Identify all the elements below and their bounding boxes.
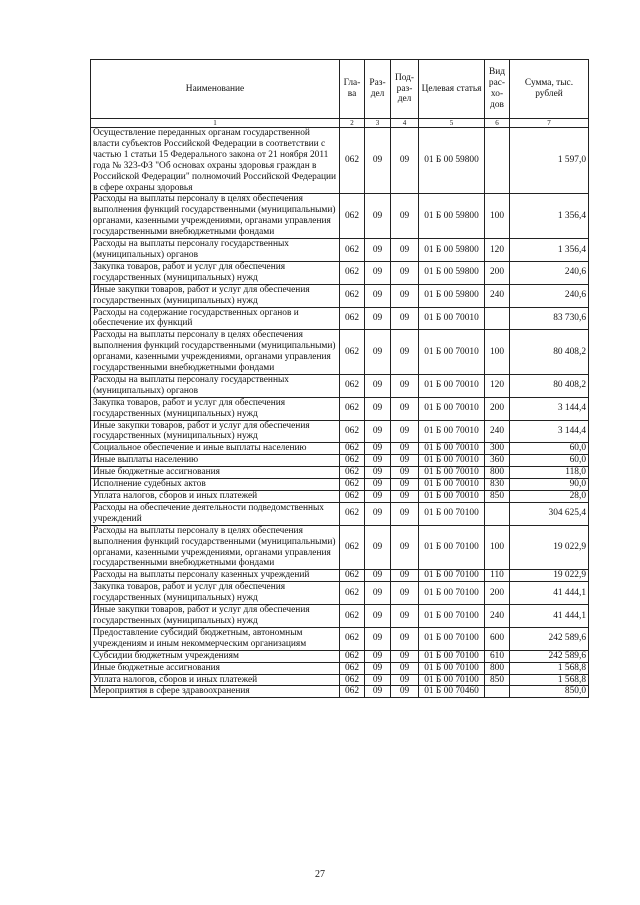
row-article: 01 Б 00 70010: [419, 443, 485, 455]
row-vid: 120: [485, 374, 510, 397]
row-vid: 850: [485, 491, 510, 503]
row-razdel: 09: [365, 650, 391, 662]
row-vid: 200: [485, 397, 510, 420]
table-row: [91, 491, 589, 503]
row-vid: 120: [485, 239, 510, 262]
row-sum: 3 144,4: [510, 420, 589, 443]
row-name: Расходы на выплаты персоналу в целях обеспечения выполнения функций государственными (муниципальными) органами, казенными учреждениями, органами управления государственными внебюджетными фондами: [91, 525, 340, 570]
row-article: 01 Б 00 70100: [419, 570, 485, 582]
row-article: 01 Б 00 70010: [419, 479, 485, 491]
column-number: 2: [340, 119, 365, 128]
row-name: Субсидии бюджетным учреждениям: [91, 650, 340, 662]
row-vid: 850: [485, 674, 510, 686]
row-sum: 41 444,1: [510, 582, 589, 605]
row-article: 01 Б 00 70460: [419, 686, 485, 698]
row-glava: 062: [340, 525, 365, 570]
row-name: Расходы на выплаты персоналу государственных (муниципальных) органов: [91, 374, 340, 397]
table-row: [91, 650, 589, 662]
row-glava: 062: [340, 650, 365, 662]
row-sum: 242 589,6: [510, 627, 589, 650]
row-name: Расходы на содержание государственных органов и обеспечение их функций: [91, 307, 340, 330]
header-row: [91, 60, 589, 119]
header-glava: Гла-ва: [340, 60, 365, 119]
row-name: Закупка товаров, работ и услуг для обеспечения государственных (муниципальных) нужд: [91, 582, 340, 605]
row-razdel: 09: [365, 605, 391, 628]
row-podrazdel: 09: [391, 502, 419, 525]
row-article: 01 Б 00 59800: [419, 194, 485, 239]
row-razdel: 09: [365, 420, 391, 443]
row-name: Иные закупки товаров, работ и услуг для обеспечения государственных (муниципальных) нужд: [91, 420, 340, 443]
table-row: [91, 479, 589, 491]
row-sum: 28,0: [510, 491, 589, 503]
row-article: 01 Б 00 70010: [419, 467, 485, 479]
row-sum: 1 568,8: [510, 662, 589, 674]
table-row: [91, 374, 589, 397]
row-glava: 062: [340, 194, 365, 239]
row-podrazdel: 09: [391, 627, 419, 650]
table-body: [91, 128, 589, 698]
row-sum: 118,0: [510, 467, 589, 479]
row-vid: 800: [485, 467, 510, 479]
row-glava: 062: [340, 239, 365, 262]
table-row: [91, 284, 589, 307]
row-sum: 3 144,4: [510, 397, 589, 420]
row-sum: 90,0: [510, 479, 589, 491]
row-razdel: 09: [365, 674, 391, 686]
row-razdel: 09: [365, 570, 391, 582]
table-row: [91, 627, 589, 650]
row-article: 01 Б 00 70100: [419, 627, 485, 650]
row-name: Иные бюджетные ассигнования: [91, 467, 340, 479]
row-glava: 062: [340, 397, 365, 420]
row-podrazdel: 09: [391, 662, 419, 674]
column-number: 5: [419, 119, 485, 128]
row-article: 01 Б 00 59800: [419, 284, 485, 307]
table-row: [91, 194, 589, 239]
row-name: Социальное обеспечение и иные выплаты населению: [91, 443, 340, 455]
row-name: Предоставление субсидий бюджетным, автономным учреждениям и иным некоммерческим организациям: [91, 627, 340, 650]
row-sum: 41 444,1: [510, 605, 589, 628]
row-podrazdel: 09: [391, 686, 419, 698]
header-sum: Сумма, тыс. рублей: [510, 60, 589, 119]
header-podrazdel: Под-раз-дел: [391, 60, 419, 119]
row-razdel: 09: [365, 525, 391, 570]
row-razdel: 09: [365, 467, 391, 479]
table-row: [91, 525, 589, 570]
table-row: [91, 674, 589, 686]
row-razdel: 09: [365, 627, 391, 650]
row-glava: 062: [340, 686, 365, 698]
table-row: [91, 443, 589, 455]
row-sum: 1 597,0: [510, 128, 589, 194]
table-row: [91, 467, 589, 479]
row-razdel: 09: [365, 284, 391, 307]
row-razdel: 09: [365, 128, 391, 194]
row-name: Иные закупки товаров, работ и услуг для обеспечения государственных (муниципальных) нужд: [91, 284, 340, 307]
row-name: Расходы на обеспечение деятельности подведомственных учреждений: [91, 502, 340, 525]
row-article: 01 Б 00 70100: [419, 582, 485, 605]
table-row: [91, 397, 589, 420]
row-article: 01 Б 00 70010: [419, 455, 485, 467]
row-article: 01 Б 00 59800: [419, 261, 485, 284]
row-podrazdel: 09: [391, 374, 419, 397]
column-number: 4: [391, 119, 419, 128]
row-article: 01 Б 00 70100: [419, 650, 485, 662]
row-glava: 062: [340, 491, 365, 503]
row-name: Иные закупки товаров, работ и услуг для обеспечения государственных (муниципальных) нужд: [91, 605, 340, 628]
row-sum: 1 568,8: [510, 674, 589, 686]
row-podrazdel: 09: [391, 479, 419, 491]
row-name: Закупка товаров, работ и услуг для обеспечения государственных (муниципальных) нужд: [91, 261, 340, 284]
row-razdel: 09: [365, 443, 391, 455]
column-number: 1: [91, 119, 340, 128]
row-razdel: 09: [365, 330, 391, 375]
row-razdel: 09: [365, 455, 391, 467]
row-vid: 240: [485, 284, 510, 307]
row-podrazdel: 09: [391, 605, 419, 628]
column-number: 7: [510, 119, 589, 128]
row-podrazdel: 09: [391, 239, 419, 262]
row-glava: 062: [340, 307, 365, 330]
row-glava: 062: [340, 502, 365, 525]
table-row: [91, 420, 589, 443]
header-article: Целевая статья: [419, 60, 485, 119]
row-name: Уплата налогов, сборов и иных платежей: [91, 674, 340, 686]
row-sum: 304 625,4: [510, 502, 589, 525]
header-razdel: Раз-дел: [365, 60, 391, 119]
row-glava: 062: [340, 261, 365, 284]
row-article: 01 Б 00 70010: [419, 330, 485, 375]
row-article: 01 Б 00 70010: [419, 420, 485, 443]
row-name: Мероприятия в сфере здравоохранения: [91, 686, 340, 698]
row-vid: 240: [485, 605, 510, 628]
row-vid: 600: [485, 627, 510, 650]
row-glava: 062: [340, 284, 365, 307]
row-glava: 062: [340, 443, 365, 455]
row-name: Уплата налогов, сборов и иных платежей: [91, 491, 340, 503]
table-row: [91, 128, 589, 194]
row-razdel: 09: [365, 686, 391, 698]
row-vid: 240: [485, 420, 510, 443]
table-row: [91, 605, 589, 628]
row-vid: [485, 502, 510, 525]
row-glava: 062: [340, 128, 365, 194]
row-podrazdel: 09: [391, 420, 419, 443]
row-article: 01 Б 00 70010: [419, 397, 485, 420]
row-glava: 062: [340, 605, 365, 628]
row-glava: 062: [340, 330, 365, 375]
row-sum: 80 408,2: [510, 374, 589, 397]
row-name: Расходы на выплаты персоналу в целях обеспечения выполнения функций государственными (муниципальными) органами, казенными учреждениями, органами управления государственными внебюджетными фондами: [91, 194, 340, 239]
row-vid: 100: [485, 330, 510, 375]
row-vid: 360: [485, 455, 510, 467]
row-razdel: 09: [365, 307, 391, 330]
row-vid: 110: [485, 570, 510, 582]
row-glava: 062: [340, 420, 365, 443]
column-number: 3: [365, 119, 391, 128]
row-razdel: 09: [365, 374, 391, 397]
row-podrazdel: 09: [391, 674, 419, 686]
row-name: Расходы на выплаты персоналу казенных учреждений: [91, 570, 340, 582]
row-sum: 80 408,2: [510, 330, 589, 375]
row-vid: 610: [485, 650, 510, 662]
row-podrazdel: 09: [391, 307, 419, 330]
row-razdel: 09: [365, 491, 391, 503]
row-sum: 19 022,9: [510, 570, 589, 582]
row-article: 01 Б 00 70100: [419, 525, 485, 570]
row-name: Расходы на выплаты персоналу в целях обеспечения выполнения функций государственными (муниципальными) органами, казенными учреждениями, органами управления государственными внебюджетными фондами: [91, 330, 340, 375]
row-name: Иные выплаты населению: [91, 455, 340, 467]
row-podrazdel: 09: [391, 330, 419, 375]
row-sum: 1 356,4: [510, 239, 589, 262]
row-vid: 100: [485, 194, 510, 239]
row-razdel: 09: [365, 479, 391, 491]
row-podrazdel: 09: [391, 570, 419, 582]
table-row: [91, 239, 589, 262]
column-number-row: [91, 119, 589, 128]
row-podrazdel: 09: [391, 491, 419, 503]
row-vid: 200: [485, 261, 510, 284]
table-row: [91, 686, 589, 698]
row-article: 01 Б 00 70100: [419, 662, 485, 674]
row-article: 01 Б 00 70010: [419, 307, 485, 330]
row-article: 01 Б 00 70100: [419, 502, 485, 525]
row-podrazdel: 09: [391, 582, 419, 605]
row-sum: 1 356,4: [510, 194, 589, 239]
row-razdel: 09: [365, 397, 391, 420]
row-glava: 062: [340, 455, 365, 467]
row-sum: 240,6: [510, 261, 589, 284]
row-sum: 19 022,9: [510, 525, 589, 570]
row-article: 01 Б 00 70010: [419, 491, 485, 503]
row-podrazdel: 09: [391, 525, 419, 570]
row-name: Исполнение судебных актов: [91, 479, 340, 491]
row-podrazdel: 09: [391, 443, 419, 455]
row-vid: [485, 686, 510, 698]
row-glava: 062: [340, 479, 365, 491]
table-row: [91, 502, 589, 525]
row-article: 01 Б 00 59800: [419, 128, 485, 194]
row-podrazdel: 09: [391, 194, 419, 239]
row-vid: 200: [485, 582, 510, 605]
row-article: 01 Б 00 70100: [419, 605, 485, 628]
row-sum: 850,0: [510, 686, 589, 698]
row-podrazdel: 09: [391, 455, 419, 467]
table-row: [91, 455, 589, 467]
row-razdel: 09: [365, 582, 391, 605]
row-article: 01 Б 00 59800: [419, 239, 485, 262]
row-podrazdel: 09: [391, 397, 419, 420]
row-name: Иные бюджетные ассигнования: [91, 662, 340, 674]
row-article: 01 Б 00 70010: [419, 374, 485, 397]
row-sum: 242 589,6: [510, 650, 589, 662]
row-podrazdel: 09: [391, 128, 419, 194]
budget-table: [90, 59, 589, 698]
row-podrazdel: 09: [391, 467, 419, 479]
row-glava: 062: [340, 662, 365, 674]
row-name: Закупка товаров, работ и услуг для обеспечения государственных (муниципальных) нужд: [91, 397, 340, 420]
row-glava: 062: [340, 674, 365, 686]
column-number: 6: [485, 119, 510, 128]
row-podrazdel: 09: [391, 261, 419, 284]
row-vid: 300: [485, 443, 510, 455]
table-row: [91, 662, 589, 674]
row-vid: 800: [485, 662, 510, 674]
row-sum: 83 730,6: [510, 307, 589, 330]
row-razdel: 09: [365, 194, 391, 239]
row-glava: 062: [340, 374, 365, 397]
row-podrazdel: 09: [391, 650, 419, 662]
row-vid: 100: [485, 525, 510, 570]
table-row: [91, 330, 589, 375]
page-number: 27: [315, 869, 325, 880]
row-razdel: 09: [365, 502, 391, 525]
header-vid: Вид рас-хо-дов: [485, 60, 510, 119]
table-row: [91, 261, 589, 284]
row-article: 01 Б 00 70100: [419, 674, 485, 686]
row-vid: [485, 128, 510, 194]
row-sum: 60,0: [510, 443, 589, 455]
row-sum: 60,0: [510, 455, 589, 467]
row-razdel: 09: [365, 239, 391, 262]
table-row: [91, 570, 589, 582]
row-razdel: 09: [365, 662, 391, 674]
row-sum: 240,6: [510, 284, 589, 307]
row-name: Расходы на выплаты персоналу государственных (муниципальных) органов: [91, 239, 340, 262]
row-glava: 062: [340, 570, 365, 582]
row-vid: [485, 307, 510, 330]
row-vid: 830: [485, 479, 510, 491]
table-row: [91, 582, 589, 605]
row-glava: 062: [340, 627, 365, 650]
row-glava: 062: [340, 582, 365, 605]
row-name: Осуществление переданных органам государственной власти субъектов Российской Федерации в соответствии с частью 1 статьи 15 Федерального закона от 21 ноября 2011 года № 323-ФЗ "Об основах охраны здоровья граждан в Российской Федерации" полномочий Российской Федерации в сфере охраны здоровья: [91, 128, 340, 194]
row-razdel: 09: [365, 261, 391, 284]
row-glava: 062: [340, 467, 365, 479]
table-row: [91, 307, 589, 330]
row-podrazdel: 09: [391, 284, 419, 307]
header-name: Наименование: [91, 60, 340, 119]
